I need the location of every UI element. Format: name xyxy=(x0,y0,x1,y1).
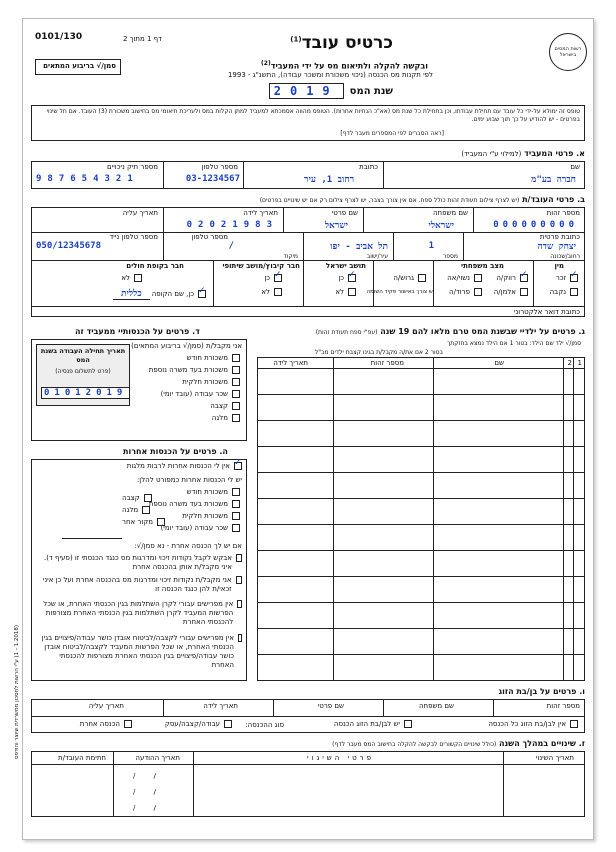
income-item-0[interactable]: משכורת חודש xyxy=(187,354,242,362)
income-item-1[interactable]: משכורת בעד משרה נוספת xyxy=(149,366,242,374)
changes-col-sign: חתימת העובד/ת xyxy=(57,754,106,762)
tax-year-row xyxy=(269,83,393,99)
children-col-birth: תאריך לידה xyxy=(273,359,308,367)
resident-yes-checkbox[interactable] xyxy=(348,274,356,282)
changes-col-date: תאריך השינוי xyxy=(535,754,574,762)
income-item-4-checkbox[interactable] xyxy=(232,402,240,410)
other-right-3[interactable]: שכר עבודה (עובד יומי) xyxy=(161,524,242,532)
employer-box xyxy=(31,161,585,189)
credit-opt-2-checkbox[interactable] xyxy=(236,576,242,584)
children-note-1: סמן/√ ילד שם הילד: בטור 1 אם הילד נמצא בחזקתך xyxy=(447,340,581,347)
hmo-yes[interactable]: ✓ כן, שם הקופה כללית xyxy=(113,288,208,300)
credit-label: אם יש לך הכנסה אחרת - נא סמן/√: xyxy=(134,542,242,550)
spouse-birth-label: תאריך לידה xyxy=(203,702,238,710)
income-item-5-checkbox[interactable] xyxy=(232,414,240,422)
intro-text: טופס זה ימולא על-ידי כל עובד עם תחילת עבודתו, וכן בתחילת כל שנת מס (אא"כ הנחיות אחרות). הטופס מהווה אסמכתא למעביד למתן הקלות במס ולעריכת תיאומי מס בחישוב משכורת (3) העובד. אם חל שינוי בפרטים - יש להודיע על כך תוך שבוע ימים. xyxy=(46,108,580,123)
married-checkbox[interactable] xyxy=(474,274,482,282)
spouse-first-name-label: שם פרטי xyxy=(317,702,344,710)
changes-date-3[interactable]: / / xyxy=(133,804,164,812)
form-number: 0101/130 xyxy=(35,32,83,42)
children-col-name: שם xyxy=(494,359,504,367)
employee-aliyah-label: תאריך עליה xyxy=(122,209,158,217)
employer-address[interactable]: רחוב 1, עיר xyxy=(304,175,354,185)
employee-mobile-label: מספר טלפון נייד xyxy=(109,233,158,241)
spouse-has-income[interactable]: יש לבן/בת הזוג הכנסה xyxy=(334,720,414,728)
kibbutz-no-checkbox[interactable] xyxy=(274,288,282,296)
employee-house[interactable]: 1 xyxy=(428,241,434,251)
spouse-work-checkbox[interactable] xyxy=(224,720,232,728)
other-left-1[interactable]: מלגה xyxy=(122,506,152,514)
kibbutz-yes-checkbox[interactable] xyxy=(274,274,282,282)
col-2: 2 xyxy=(567,359,572,367)
logo xyxy=(549,33,587,71)
intro-note: [ראה הסברים לפי המספרים מעבר לדף] xyxy=(340,130,444,137)
marital-label: מצב משפחתי xyxy=(461,262,504,270)
spouse-id-label: מספר זהות xyxy=(546,702,580,710)
single-checkbox[interactable] xyxy=(520,274,528,282)
credit-opt-3[interactable]: אין מפרישים עבורי לקרן השתלמות בגין הכנסתי האחרת, או שכל הפרשות המעביד לקרן השתלמות בגין הכנסתי האחרת מצורפות להכנסתי האחרת xyxy=(36,600,244,627)
col-1: 1 xyxy=(577,359,582,367)
male-checkbox[interactable] xyxy=(570,274,578,282)
other-left-0[interactable]: קצבה xyxy=(122,494,154,502)
employee-box xyxy=(31,207,585,317)
have-other-income-label: יש לי הכנסות אחרות כמפורט להלן: xyxy=(136,476,242,484)
changes-col-notify: תאריך ההודעה xyxy=(135,754,180,762)
employee-house-label: מספר xyxy=(442,253,458,260)
divorced-checkbox[interactable] xyxy=(418,274,426,282)
other-right-0-checkbox[interactable] xyxy=(232,488,240,496)
employee-address-label: כתובת פרטית xyxy=(539,233,580,241)
spouse-section-title: ו. פרטים על בן/בת הזוג xyxy=(498,687,585,696)
changes-date-2[interactable]: / / xyxy=(133,788,164,796)
resident-no-checkbox[interactable] xyxy=(348,288,356,296)
no-other-income-checkbox[interactable] xyxy=(234,462,242,470)
employer-tax-file-label: מספר תיק ניכויים xyxy=(107,163,158,171)
tax-year-value[interactable]: 2019 xyxy=(269,83,344,99)
employer-phone-label: מספר טלפון xyxy=(201,163,238,171)
children-section-title: ג. פרטים על ילדיי שבשנת המס טרם מלאו להם 19 שנה (עפ"י ספח תעודת זהות) xyxy=(315,327,585,336)
other-income-box xyxy=(31,459,247,681)
other-right-2-checkbox[interactable] xyxy=(232,512,240,520)
separated-checkbox[interactable] xyxy=(474,288,482,296)
other-right-3-checkbox[interactable] xyxy=(232,524,240,532)
hmo-label: חבר בקופת חולים xyxy=(126,262,184,270)
changes-table xyxy=(31,751,585,817)
income-item-3[interactable]: שכר עבודה (עובד יומי) xyxy=(161,390,242,398)
resident-label: תושב ישראל xyxy=(325,262,366,270)
credit-opt-1-checkbox[interactable] xyxy=(236,554,242,562)
hmo-name[interactable]: כללית xyxy=(113,288,150,300)
credit-opt-2[interactable]: אני מקבל/ת נקודות זיכוי ומדרגות מס בהכנסה אחרת ועל כן איני זכאי/ת להן כנגד הכנסה זו xyxy=(36,576,244,594)
spouse-last-name-label: שם משפחה xyxy=(418,702,454,710)
employee-zip-label: מיקוד xyxy=(283,253,298,260)
start-date-note: (פרט לתשלום פנסיה) xyxy=(55,368,111,375)
mark-box xyxy=(35,59,121,75)
income-item-2[interactable]: משכורת חלקית xyxy=(182,378,242,386)
employer-phone[interactable]: 03-1234567 xyxy=(185,174,240,184)
start-date-value[interactable]: 01012019 xyxy=(41,387,130,399)
other-left-2-checkbox[interactable] xyxy=(157,518,165,526)
page-label: דף 1 מתוך 2 xyxy=(123,35,162,43)
income-section-title: ד. פרטים על הכנסותיי ממעביד זה xyxy=(75,327,200,336)
income-receive-label: אני מקבל/ת (סמן/√ בריבוע המתאים) xyxy=(131,342,242,350)
spouse-has-income-checkbox[interactable] xyxy=(404,720,412,728)
other-right-1-checkbox[interactable] xyxy=(232,500,240,508)
other-right-2[interactable]: משכורת חלקית xyxy=(182,512,242,520)
other-right-1[interactable]: משכורת בעד משרה נוספת xyxy=(149,500,242,508)
employer-address-label: כתובת xyxy=(359,163,378,171)
spouse-income-type: סוג ההכנסה: xyxy=(245,721,284,729)
spouse-no-income[interactable]: אין לבן/בת הזוג כל הכנסה xyxy=(488,720,580,728)
other-income-section-title: ה. פרטים על הכנסות אחרות xyxy=(123,447,228,456)
credit-opt-3-checkbox[interactable] xyxy=(237,600,242,608)
hmo-no-checkbox[interactable] xyxy=(134,274,142,282)
side-footer: (1.2018 - 1) ע"י הרשות לחסכון ממשרדית שיוצר והודפס xyxy=(14,624,20,759)
children-col-id: מספר זהות xyxy=(370,359,404,367)
other-left-0-checkbox[interactable] xyxy=(144,494,152,502)
credit-opt-4-checkbox[interactable] xyxy=(238,634,242,642)
employee-mobile[interactable]: 050/12345678 xyxy=(36,241,102,251)
other-left-1-checkbox[interactable] xyxy=(142,506,150,514)
marital-separated[interactable]: פרוד/ה xyxy=(449,288,484,296)
logo-text: רשות המסים בישראל xyxy=(554,46,582,58)
employer-name-label: שם xyxy=(570,163,580,171)
resident-no[interactable]: לא xyxy=(335,288,358,296)
income-item-4[interactable]: קצבה xyxy=(210,402,242,410)
spouse-no-income-checkbox[interactable] xyxy=(570,720,578,728)
no-other-income[interactable]: ✓ אין לי הכנסות אחרות לרבות מלגות xyxy=(127,462,244,470)
form-title: כרטיס עובד$^{(1)}$ xyxy=(290,33,393,53)
income-item-0-checkbox[interactable] xyxy=(232,354,240,362)
gender-male[interactable]: ✓ זכר xyxy=(556,274,580,282)
income-item-3-checkbox[interactable] xyxy=(232,390,240,398)
employer-section-title: א. פרטי המעביד (למילוי ע"י המעביד) xyxy=(461,149,585,158)
spouse-other-checkbox[interactable] xyxy=(124,720,132,728)
intro-box xyxy=(31,105,585,141)
employee-city-label: עיר/ישוב xyxy=(366,253,388,260)
resident-yes[interactable]: ✓ כן xyxy=(338,274,358,282)
employee-last-name[interactable]: ישראלי xyxy=(428,221,454,231)
children-note-2: בטור 2 אם את/ה מקבל/ת בגינו קצבת ילדים מב"ל xyxy=(314,349,443,356)
employee-city[interactable]: תל אביב - יפו xyxy=(330,242,388,252)
employee-phone-label: מספר טלפון xyxy=(191,233,228,241)
employee-last-name-label: שם משפחה xyxy=(432,209,468,217)
kibbutz-yes[interactable]: ✓ כן xyxy=(264,274,284,282)
email-label: כתובת דואר אלקטרוני xyxy=(513,308,580,316)
kibbutz-no[interactable]: לא xyxy=(261,288,284,296)
marital-single[interactable]: ✓ רווק/ה xyxy=(496,274,530,282)
employee-first-name[interactable]: ישראל xyxy=(324,221,348,231)
employee-first-name-label: שם פרטי xyxy=(331,209,358,217)
regulation: לפי תקנות מס הכנסה (ניכוי משכורת ומשכר עבודה), התשנ"ג - 1993 xyxy=(227,71,433,79)
employee-id-label: מספר זהות xyxy=(546,209,580,217)
employee-street[interactable]: יצחק שדה xyxy=(537,242,576,252)
children-table xyxy=(257,357,585,681)
employee-phone[interactable]: / xyxy=(228,241,234,251)
changes-section-title: ז. שינויים במהלך השנה (כולל שינויים הקשורים לבקשה להקלה בחישוב המס מעבר לדף) xyxy=(332,739,585,748)
gender-female[interactable]: נקבה xyxy=(550,288,580,296)
income-item-5[interactable]: מלגה xyxy=(212,414,242,422)
credit-opt-1[interactable]: אבקש לקבל נקודות זיכוי ומדרגות מס כנגד הכנסתי זו (סעיף ד). איני מקבל/ת אותן בהכנסה אחרת xyxy=(36,554,244,572)
income-box xyxy=(31,339,247,441)
employee-section-title: ב. פרטי העובד/ת (יש לצרף צילום תעודת זהות כולל ספח. אם אין צורך בצבר, יש לצרף צילום רק אם יש שינויים בפרטים) xyxy=(259,195,585,204)
mark-label: סמן/√ בריבוע המתאים xyxy=(43,62,116,70)
other-right-0[interactable]: משכורת חודש xyxy=(187,488,242,496)
start-date-box xyxy=(36,344,130,406)
hmo-yes-checkbox[interactable] xyxy=(198,290,206,298)
other-left-2[interactable]: מקור אחר xyxy=(122,518,167,526)
female-checkbox[interactable] xyxy=(570,288,578,296)
ids-note: יש צורך באישור פקיד השומה xyxy=(366,289,434,295)
tax-year-boxes xyxy=(269,83,344,99)
changes-col-details: פרטי השינוי xyxy=(306,754,374,762)
hmo-no[interactable]: לא xyxy=(121,274,144,282)
marital-divorced[interactable]: גרוש/ה xyxy=(393,274,428,282)
employee-birth[interactable]: 02021983 xyxy=(186,220,278,230)
widow-checkbox[interactable] xyxy=(520,288,528,296)
gender-label: מין xyxy=(554,262,564,270)
employer-tax-file[interactable]: 987654321 xyxy=(36,174,139,184)
marital-married[interactable]: נשוי/אה xyxy=(447,274,484,282)
income-item-2-checkbox[interactable] xyxy=(232,378,240,386)
form-subtitle: ובקשה להקלה ולתיאום מס על ידי המעביד$^{(2)}$ xyxy=(261,60,428,71)
employee-id[interactable]: 000000000 xyxy=(493,220,578,230)
spouse-work[interactable]: עבודה/קצבה/עסק xyxy=(165,720,234,728)
employee-street-label: רחוב/שכונה xyxy=(550,253,580,260)
kibbutz-label: חבר קיבוץ/מושב שיתופי xyxy=(222,262,300,270)
spouse-box xyxy=(31,699,585,733)
employer-name[interactable]: חברה בע"מ xyxy=(531,175,576,185)
form-page xyxy=(14,18,594,840)
changes-date-1[interactable]: / / xyxy=(133,772,164,780)
spouse-other[interactable]: הכנסה אחרת xyxy=(80,720,134,728)
spouse-aliyah-label: תאריך עליה xyxy=(88,702,124,710)
tax-year-label: שנת המס xyxy=(349,85,393,97)
start-date-label: תאריך תחילה העבודה בשנת המס xyxy=(40,347,126,364)
credit-opt-4[interactable]: אין מפרישים עבורי לקצבה/לביטוח אובדן כושר עבודה/פיצויים בגין הכנסתי האחרת, או שכל הפרשות המעביד לקצבה/לביטוח אובדן כושר עבודה/פיצויים בגין הכנסתי האחרת מצורפות להכנסתי האחרת xyxy=(36,634,244,670)
income-item-1-checkbox[interactable] xyxy=(232,366,240,374)
marital-widow[interactable]: אלמן/ה xyxy=(494,288,530,296)
employee-birth-label: תאריך לידה xyxy=(243,209,278,217)
